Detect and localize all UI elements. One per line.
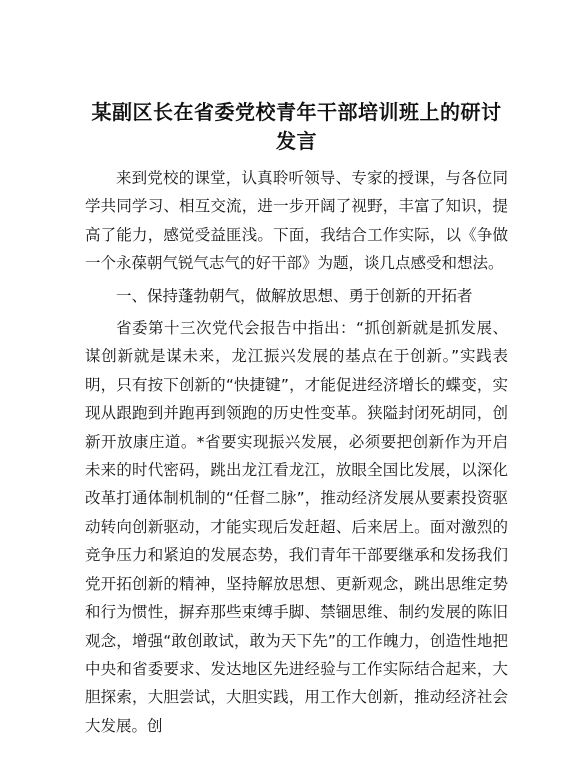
document-title: 某副区长在省委党校青年干部培训班上的研讨发言 (91, 100, 502, 153)
intro-paragraph: 来到党校的课堂，认真聆听领导、专家的授课，与各位同学共同学习、相互交流，进一步开阔了视野，丰富了知识，提高了能力，感觉受益匪浅。下面，我结合工作实际，以《争做一个永葆朝气锐气志气的好干部》为题，谈几点感受和想法。 (85, 169, 508, 273)
section-heading: 一、保持蓬勃朝气，做解放思想、勇于创新的开拓者 (116, 286, 473, 305)
section-body-paragraph: 省委第十三次党代会报告中指出：“抓创新就是抓发展、谋创新就是谋未来，龙江振兴发展的基点在于创新。”实践表明，只有按下创新的“快捷键”，才能促进经济增长的蝶变，实现从跟跑到并跑再到领跑的历史性变革。狭隘封闭死胡同，创新开放康庄道。*省要实现振兴发展，必须要把创新作为开启未来的时代密码，跳出龙江看龙江，放眼全国比发展，以深化改革打通体制机制的“任督二脉”，推动经济发展从要素投资驱动转向创新驱动，才能实现后发赶超、后来居上。面对激烈的竞争压力和紧迫的发展态势，我们青年干部要继承和发扬我们党开拓创新的精神，坚持解放思想、更新观念，跳出思维定势和行为惯性，摒弃那些束缚手脚、禁锢思维、制约发展的陈旧观念，增强“敢创敢试，敢为天下先”的工作魄力，创造性地把中央和省委要求、发达地区先进经验与工作实际结合起来，大胆探索，大胆尝试，大胆实践，用工作大创新，推动经济社会大发展。创 (85, 319, 508, 735)
